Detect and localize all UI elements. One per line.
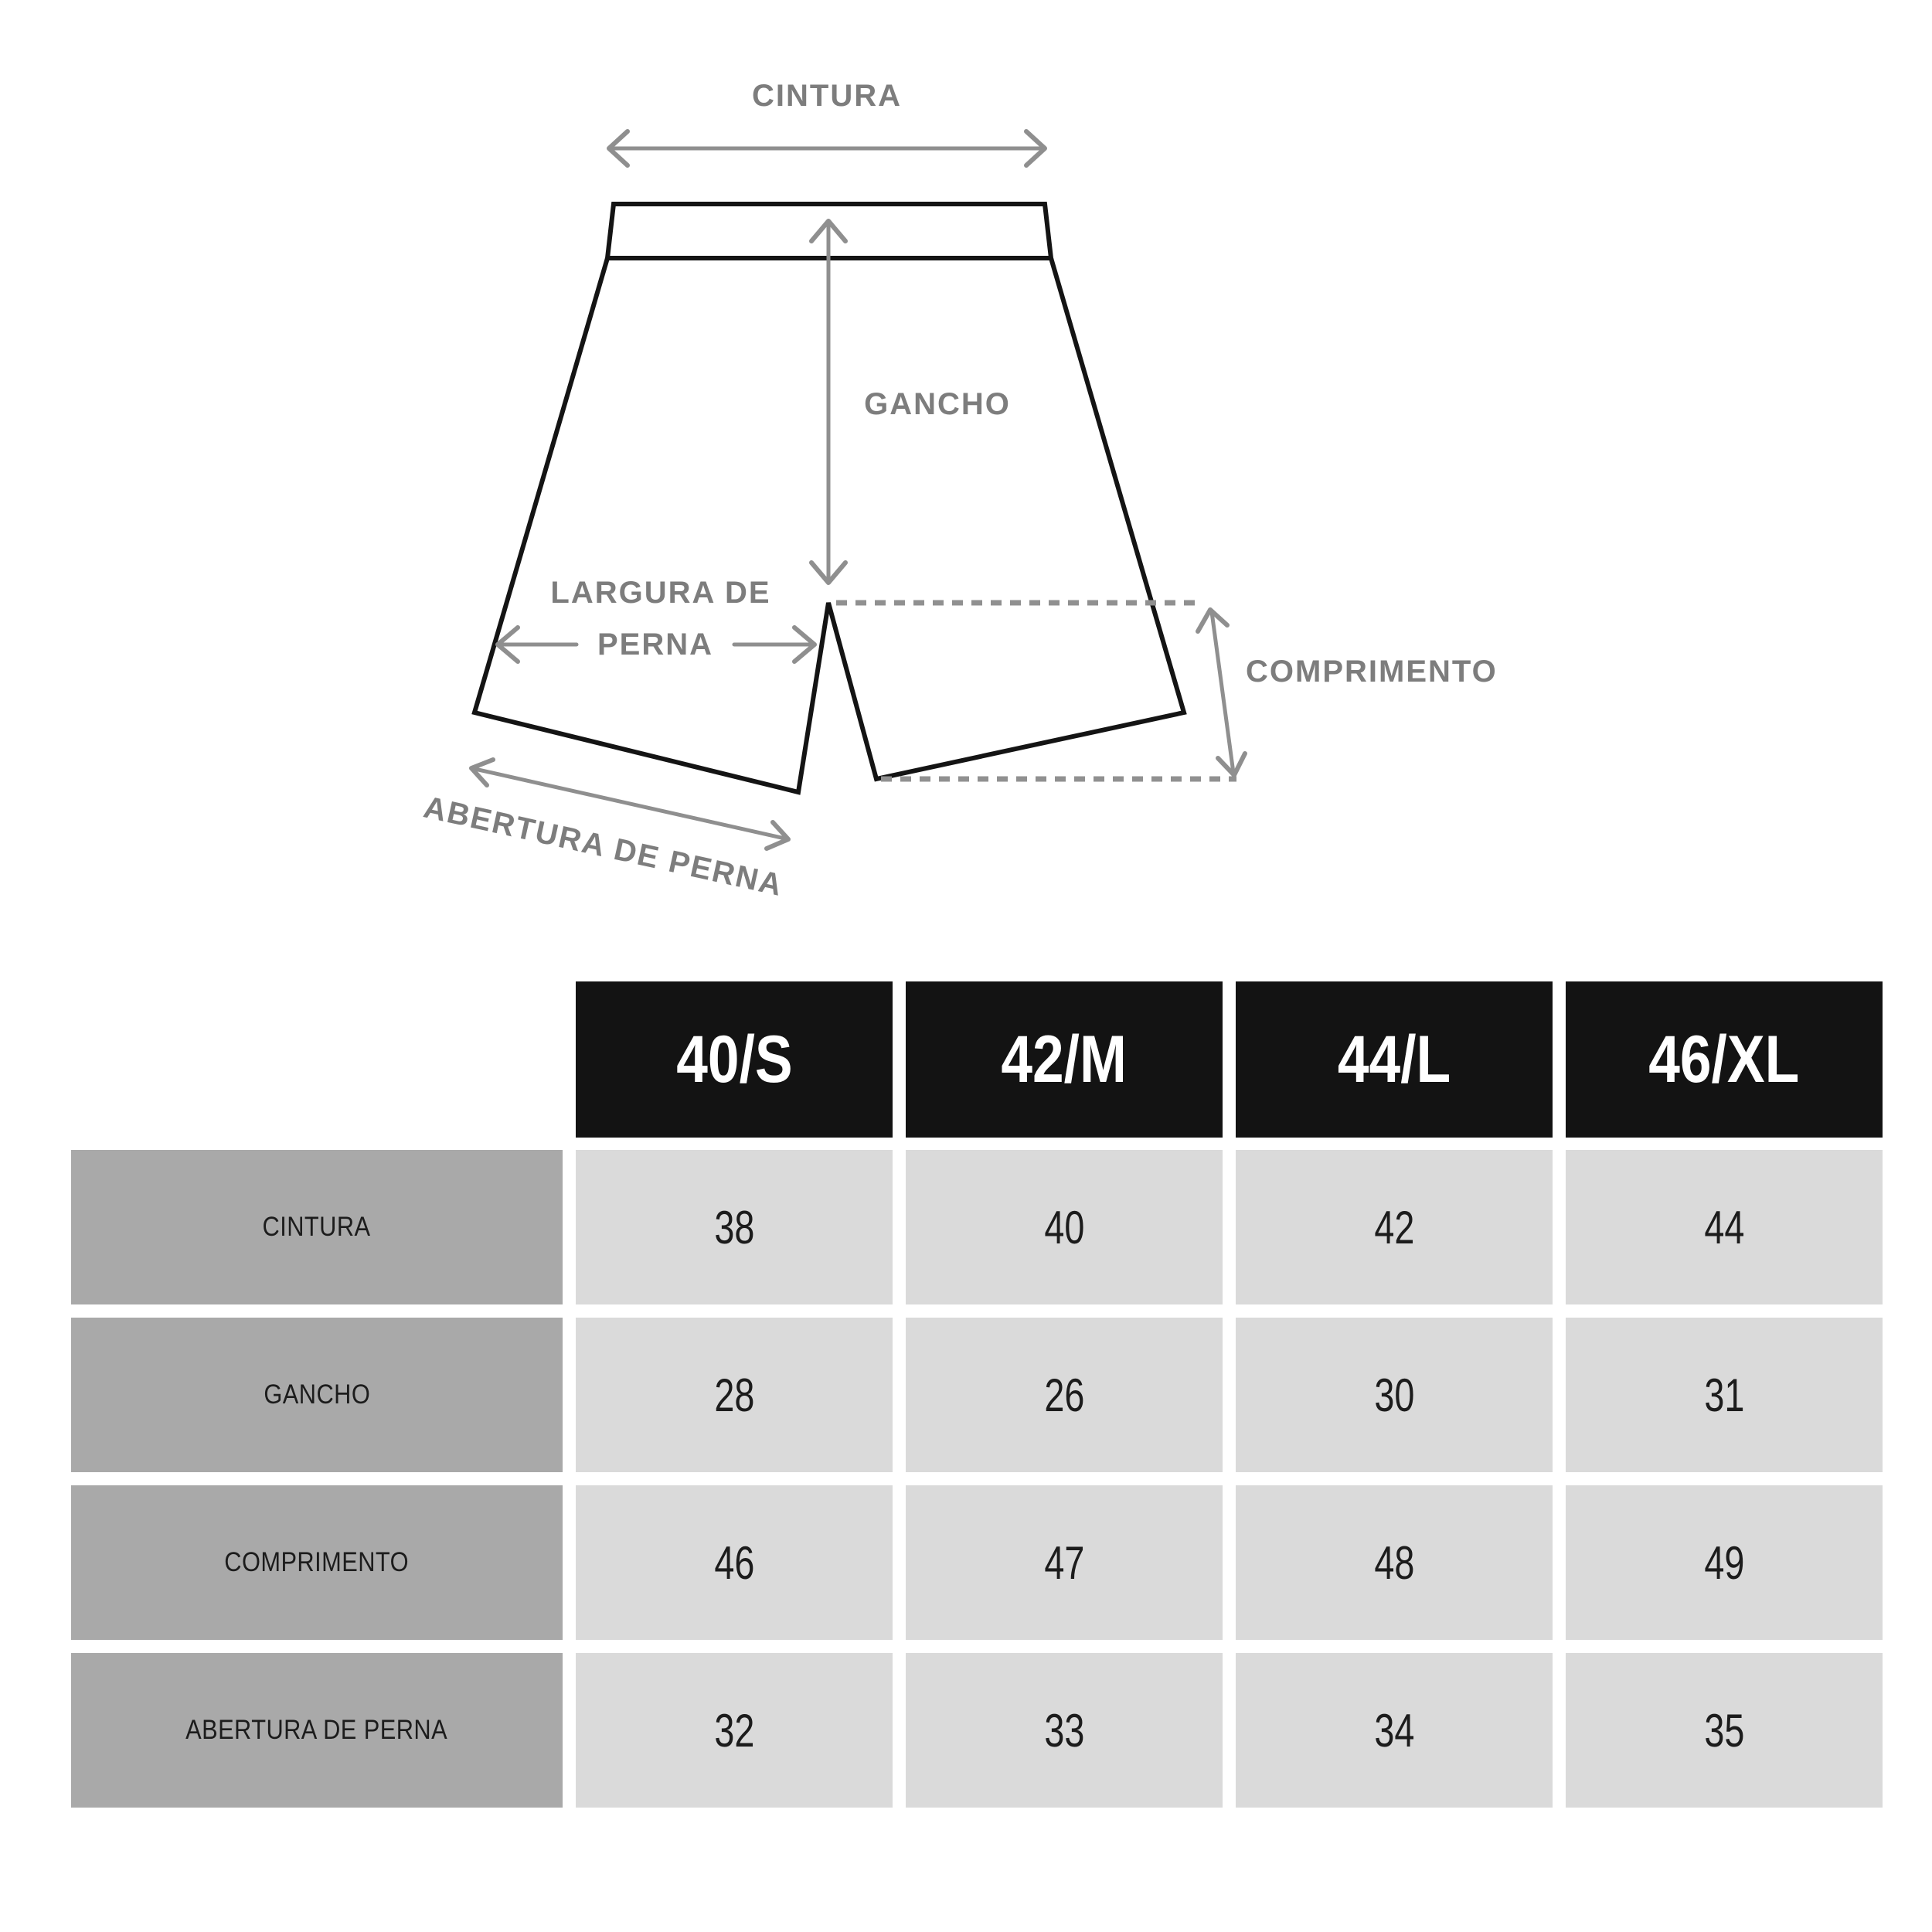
largura-de-perna-label-line1: LARGURA DE	[550, 576, 771, 610]
cell-abertura-44l-value: 34	[1373, 1704, 1415, 1757]
cell-gancho-40s-value: 28	[713, 1369, 755, 1421]
cell-cintura-44l	[1236, 1150, 1553, 1304]
row-label-comprimento	[71, 1485, 563, 1640]
cell-abertura-42m	[906, 1653, 1223, 1808]
comprimento-arrow	[1198, 610, 1245, 775]
size-header-42m-text: 42/M	[1001, 1022, 1128, 1097]
row-label-cintura-text: CINTURA	[263, 1212, 371, 1242]
row-label-abertura-de-perna-text: ABERTURA DE PERNA	[185, 1715, 448, 1745]
cell-gancho-42m-value: 26	[1043, 1369, 1085, 1421]
cell-abertura-42m-value: 33	[1043, 1704, 1085, 1757]
cell-comprimento-44l-value: 48	[1373, 1536, 1415, 1589]
cell-cintura-44l-value: 42	[1373, 1201, 1415, 1253]
cell-abertura-40s-value: 32	[713, 1704, 755, 1757]
cell-gancho-46xl-value: 31	[1703, 1369, 1745, 1421]
size-header-46xl	[1566, 981, 1883, 1138]
cell-gancho-44l-value: 30	[1373, 1369, 1415, 1421]
size-header-46xl-text: 46/XL	[1648, 1022, 1800, 1097]
row-label-cintura	[71, 1150, 563, 1304]
cell-comprimento-46xl-value: 49	[1703, 1536, 1745, 1589]
row-label-abertura-de-perna	[71, 1653, 563, 1808]
abertura-de-perna-label: ABERTURA DE PERNA	[420, 790, 787, 903]
cell-comprimento-42m-value: 47	[1043, 1536, 1085, 1589]
largura-de-perna-label-line2: PERNA	[597, 628, 714, 662]
size-header-40s	[576, 981, 893, 1138]
cell-cintura-40s-value: 38	[713, 1201, 755, 1253]
cell-cintura-42m	[906, 1150, 1223, 1304]
row-label-gancho	[71, 1318, 563, 1472]
cell-gancho-44l	[1236, 1318, 1553, 1472]
cell-gancho-46xl	[1566, 1318, 1883, 1472]
cell-comprimento-46xl	[1566, 1485, 1883, 1640]
cell-abertura-44l	[1236, 1653, 1553, 1808]
cintura-label: CINTURA	[752, 79, 902, 113]
size-header-42m	[906, 981, 1223, 1138]
cell-cintura-40s	[576, 1150, 893, 1304]
size-header-44l-text: 44/L	[1337, 1022, 1451, 1097]
cell-comprimento-40s-value: 46	[713, 1536, 755, 1589]
cell-abertura-46xl	[1566, 1653, 1883, 1808]
row-label-gancho-text: GANCHO	[264, 1379, 370, 1410]
gancho-arrow	[811, 221, 845, 583]
size-header-40s-text: 40/S	[675, 1022, 793, 1097]
cell-gancho-40s	[576, 1318, 893, 1472]
cell-cintura-42m-value: 40	[1043, 1201, 1085, 1253]
cell-comprimento-42m	[906, 1485, 1223, 1640]
cell-comprimento-40s	[576, 1485, 893, 1640]
size-header-44l	[1236, 981, 1553, 1138]
comprimento-label: COMPRIMENTO	[1246, 655, 1498, 689]
cell-cintura-46xl-value: 44	[1703, 1201, 1745, 1253]
cell-cintura-46xl	[1566, 1150, 1883, 1304]
row-label-comprimento-text: COMPRIMENTO	[224, 1547, 410, 1577]
gancho-label: GANCHO	[864, 387, 1011, 421]
cell-abertura-46xl-value: 35	[1703, 1704, 1745, 1757]
cell-abertura-40s	[576, 1653, 893, 1808]
cintura-arrow	[609, 131, 1045, 165]
cell-gancho-42m	[906, 1318, 1223, 1472]
cell-comprimento-44l	[1236, 1485, 1553, 1640]
